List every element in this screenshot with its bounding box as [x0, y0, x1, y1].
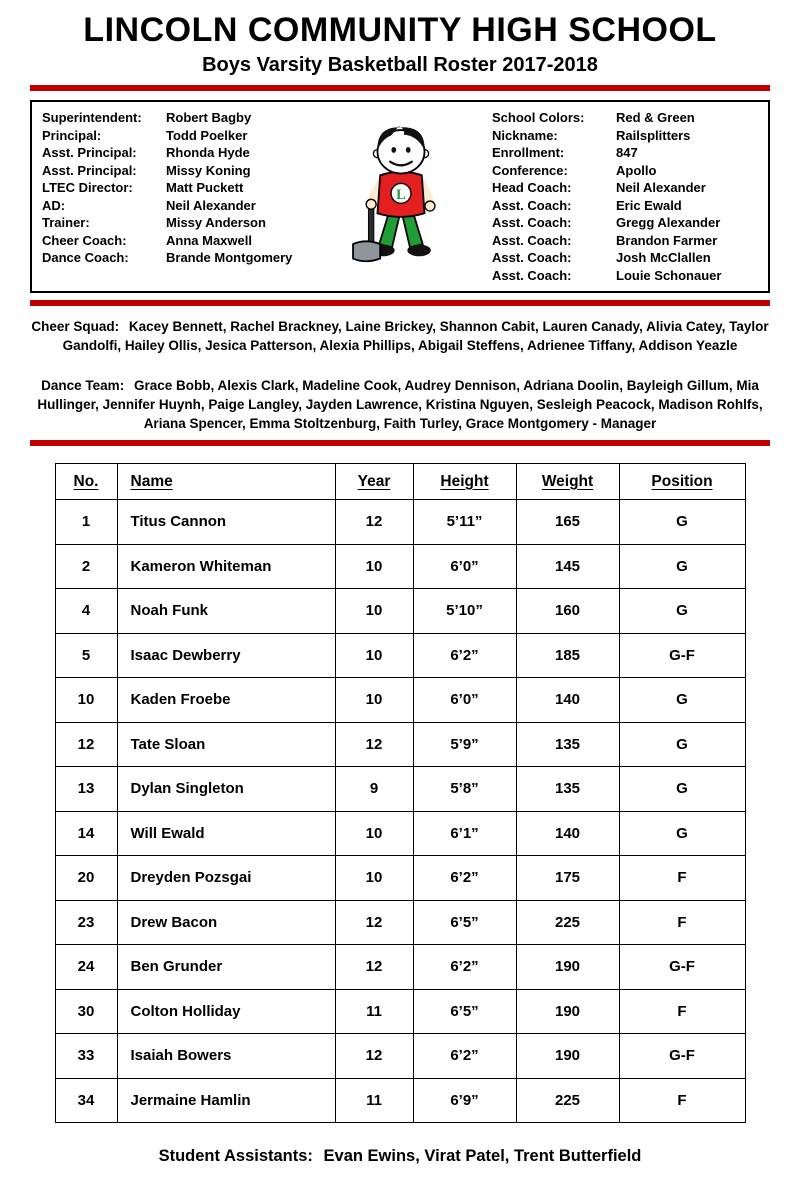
player-row	[55, 544, 745, 589]
staff-value: Neil Alexander	[166, 197, 256, 213]
player-number: 4	[55, 589, 117, 634]
staff-row	[42, 144, 310, 162]
svg-text:L: L	[396, 186, 406, 203]
student-assistants-label: Student Assistants:	[158, 1147, 313, 1165]
player-row	[55, 1078, 745, 1123]
player-name: Kaden Froebe	[117, 678, 335, 723]
staff-label: Asst. Principal:	[42, 145, 137, 160]
player-row	[55, 633, 745, 678]
staff-label: Trainer:	[42, 215, 90, 230]
staff-list	[42, 109, 310, 284]
player-height: 6’2”	[413, 856, 516, 901]
player-weight: 225	[516, 900, 619, 945]
player-row	[55, 900, 745, 945]
roster-subtitle: Boys Varsity Basketball Roster 2017-2018	[202, 54, 598, 76]
staff-row	[42, 232, 310, 250]
player-position: G-F	[619, 633, 745, 678]
player-height: 6’9”	[413, 1078, 516, 1123]
player-name: Tate Sloan	[117, 722, 335, 767]
school-fact-row	[492, 127, 760, 145]
column-header-no: No.	[55, 464, 117, 500]
player-year: 12	[335, 945, 413, 990]
staff-label: AD:	[42, 197, 66, 213]
player-year: 12	[335, 500, 413, 545]
player-row	[55, 500, 745, 545]
school-fact-label: School Colors:	[492, 110, 585, 125]
staff-value: Missy Anderson	[166, 215, 266, 230]
school-fact-value: Brandon Farmer	[616, 232, 718, 248]
school-fact-label: Asst. Coach:	[492, 232, 572, 248]
player-weight: 225	[516, 1078, 619, 1123]
dance-team-members: Grace Bobb, Alexis Clark, Madeline Cook, Audrey Dennison, Adriana Doolin, Bayleigh Gillum, Mia Hullinger, Jennifer Huynh, Paige Langley, Jayden Lawrence, Kristina Nguyen, Sesleigh Peacock, Madison Rohlfs, Ariana Spencer, Emma Stoltzenburg, Faith Turley, Grace Montgomery - Manager	[37, 378, 763, 431]
player-row	[55, 989, 745, 1034]
column-header-name: Name	[117, 464, 335, 500]
staff-row	[42, 162, 310, 180]
school-fact-label: Head Coach:	[492, 180, 572, 195]
dance-team-label: Dance Team:	[41, 378, 125, 393]
column-header-position: Position	[619, 464, 745, 500]
player-height: 6’1”	[413, 811, 516, 856]
staff-value: Todd Poelker	[166, 127, 248, 143]
staff-label: Dance Coach:	[42, 250, 129, 265]
player-year: 10	[335, 856, 413, 901]
school-fact-label: Asst. Coach:	[492, 197, 572, 213]
school-fact-value: Eric Ewald	[616, 197, 682, 213]
player-row	[55, 722, 745, 767]
player-year: 10	[335, 811, 413, 856]
player-row	[55, 589, 745, 634]
school-fact-value: Railsplitters	[616, 127, 691, 143]
player-height: 6’5”	[413, 989, 516, 1034]
staff-label: Superintendent:	[42, 110, 142, 125]
school-fact-value: 847	[616, 145, 638, 160]
player-weight: 145	[516, 544, 619, 589]
player-position: G	[619, 811, 745, 856]
school-fact-label: Nickname:	[492, 127, 558, 143]
player-number: 1	[55, 500, 117, 545]
school-fact-row	[492, 214, 760, 232]
student-assistants-names: Evan Ewins, Virat Patel, Trent Butterfield	[323, 1147, 642, 1165]
player-number: 23	[55, 900, 117, 945]
school-fact-row	[492, 197, 760, 215]
school-fact-row	[492, 267, 760, 285]
player-position: F	[619, 900, 745, 945]
player-weight: 140	[516, 678, 619, 723]
player-year: 12	[335, 900, 413, 945]
player-name: Isaac Dewberry	[117, 633, 335, 678]
school-info-box	[30, 100, 770, 293]
player-year: 9	[335, 767, 413, 812]
staff-label: Asst. Principal:	[42, 162, 137, 178]
school-fact-row	[492, 144, 760, 162]
player-name: Isaiah Bowers	[117, 1034, 335, 1079]
column-header-year: Year	[335, 464, 413, 500]
player-name: Dylan Singleton	[117, 767, 335, 812]
player-name: Ben Grunder	[117, 945, 335, 990]
player-year: 11	[335, 989, 413, 1034]
player-name: Drew Bacon	[117, 900, 335, 945]
roster-table-body	[55, 500, 745, 1123]
player-year: 12	[335, 722, 413, 767]
school-fact-row	[492, 162, 760, 180]
player-number: 13	[55, 767, 117, 812]
school-fact-label: Asst. Coach:	[492, 250, 572, 265]
header-row	[55, 464, 745, 500]
school-fact-label: Asst. Coach:	[492, 215, 572, 230]
player-name: Kameron Whiteman	[117, 544, 335, 589]
player-position: F	[619, 989, 745, 1034]
staff-value: Matt Puckett	[166, 180, 244, 195]
player-height: 6’2”	[413, 945, 516, 990]
player-row	[55, 856, 745, 901]
player-weight: 175	[516, 856, 619, 901]
player-name: Titus Cannon	[117, 500, 335, 545]
school-title: LINCOLN COMMUNITY HIGH SCHOOL	[83, 11, 717, 49]
player-number: 24	[55, 945, 117, 990]
player-name: Colton Holliday	[117, 989, 335, 1034]
player-weight: 190	[516, 1034, 619, 1079]
railsplitter-mascot-image	[342, 121, 460, 273]
staff-row	[42, 249, 310, 267]
player-height: 6’2”	[413, 1034, 516, 1079]
roster-table	[55, 463, 746, 1123]
player-year: 10	[335, 544, 413, 589]
player-weight: 185	[516, 633, 619, 678]
player-position: G	[619, 544, 745, 589]
staff-value: Anna Maxwell	[166, 232, 252, 248]
player-weight: 135	[516, 722, 619, 767]
school-fact-row	[492, 232, 760, 250]
player-height: 6’0”	[413, 544, 516, 589]
staff-row	[42, 127, 310, 145]
player-number: 30	[55, 989, 117, 1034]
player-height: 5’9”	[413, 722, 516, 767]
school-fact-row	[492, 249, 760, 267]
school-fact-row	[492, 109, 760, 127]
staff-value: Robert Bagby	[166, 110, 252, 125]
player-position: G-F	[619, 945, 745, 990]
player-position: F	[619, 1078, 745, 1123]
player-number: 2	[55, 544, 117, 589]
cheer-squad-paragraph	[24, 317, 776, 355]
player-name: Jermaine Hamlin	[117, 1078, 335, 1123]
staff-label: LTEC Director:	[42, 180, 133, 195]
player-height: 5’11”	[413, 500, 516, 545]
player-name: Will Ewald	[117, 811, 335, 856]
staff-row	[42, 214, 310, 232]
staff-value: Rhonda Hyde	[166, 145, 250, 160]
school-fact-value: Apollo	[616, 162, 657, 178]
player-year: 10	[335, 589, 413, 634]
player-position: G	[619, 500, 745, 545]
staff-row	[42, 109, 310, 127]
staff-value: Brande Montgomery	[166, 250, 293, 265]
school-fact-value: Red & Green	[616, 110, 695, 125]
player-position: G	[619, 767, 745, 812]
school-facts-list	[492, 109, 760, 284]
player-number: 20	[55, 856, 117, 901]
player-row	[55, 811, 745, 856]
player-row	[55, 678, 745, 723]
player-weight: 190	[516, 945, 619, 990]
player-position: G	[619, 589, 745, 634]
player-name: Dreyden Pozsgai	[117, 856, 335, 901]
player-name: Noah Funk	[117, 589, 335, 634]
player-height: 5’10”	[413, 589, 516, 634]
player-year: 12	[335, 1034, 413, 1079]
player-position: G	[619, 722, 745, 767]
school-fact-value: Gregg Alexander	[616, 215, 721, 230]
divider-rule-top	[30, 85, 770, 91]
player-height: 5’8”	[413, 767, 516, 812]
player-position: G	[619, 678, 745, 723]
player-height: 6’2”	[413, 633, 516, 678]
staff-row	[42, 179, 310, 197]
school-fact-value: Louie Schonauer	[616, 267, 722, 283]
player-number: 34	[55, 1078, 117, 1123]
staff-row	[42, 197, 310, 215]
player-number: 10	[55, 678, 117, 723]
school-fact-label: Enrollment:	[492, 145, 565, 160]
player-year: 10	[335, 678, 413, 723]
school-fact-row	[492, 179, 760, 197]
divider-rule-bottom	[30, 440, 770, 446]
mascot-container	[310, 109, 492, 284]
player-number: 5	[55, 633, 117, 678]
player-height: 6’0”	[413, 678, 516, 723]
player-year: 10	[335, 633, 413, 678]
player-weight: 165	[516, 500, 619, 545]
player-row	[55, 1034, 745, 1079]
player-position: F	[619, 856, 745, 901]
school-fact-value: Neil Alexander	[616, 180, 706, 195]
roster-table-header	[55, 464, 745, 500]
player-year: 11	[335, 1078, 413, 1123]
school-fact-label: Conference:	[492, 162, 568, 178]
player-weight: 135	[516, 767, 619, 812]
player-weight: 140	[516, 811, 619, 856]
school-fact-label: Asst. Coach:	[492, 267, 572, 283]
dance-team-paragraph	[24, 376, 776, 433]
player-weight: 190	[516, 989, 619, 1034]
column-header-height: Height	[413, 464, 516, 500]
player-weight: 160	[516, 589, 619, 634]
player-position: G-F	[619, 1034, 745, 1079]
player-row	[55, 767, 745, 812]
school-fact-value: Josh McClallen	[616, 250, 711, 265]
player-height: 6’5”	[413, 900, 516, 945]
divider-rule-middle	[30, 300, 770, 306]
student-assistants-line	[0, 1147, 800, 1180]
cheer-squad-label: Cheer Squad:	[31, 319, 120, 334]
column-header-weight: Weight	[516, 464, 619, 500]
player-number: 12	[55, 722, 117, 767]
player-row	[55, 945, 745, 990]
player-number: 14	[55, 811, 117, 856]
staff-value: Missy Koning	[166, 162, 251, 178]
player-number: 33	[55, 1034, 117, 1079]
staff-label: Cheer Coach:	[42, 232, 127, 248]
staff-label: Principal:	[42, 127, 102, 143]
cheer-squad-members: Kacey Bennett, Rachel Brackney, Laine Brickey, Shannon Cabit, Lauren Canady, Alivia Catey, Taylor Gandolfi, Hailey Ollis, Jesica Patterson, Alexia Phillips, Abigail Steffens, Adrienee Tiffany, Addison Yeazle	[62, 319, 769, 353]
